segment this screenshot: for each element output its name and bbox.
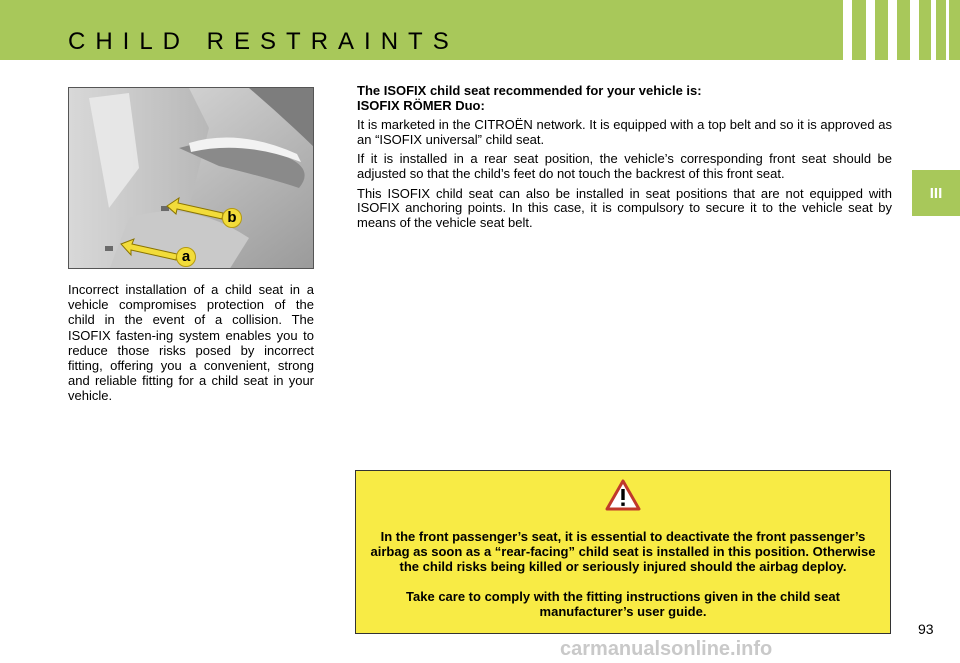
warning-box — [355, 470, 891, 634]
section-heading: The ISOFIX child seat recommended for your vehicle is: — [357, 83, 702, 98]
warning-triangle-icon — [605, 479, 641, 511]
paragraph: This ISOFIX child seat can also be installed in seat positions that are not equipped with ISOFIX anchoring points. In this case, it is compulsory to secure it to the vehicle seat by means of the vehicle seat belt. — [357, 185, 892, 230]
page-number: 93 — [918, 621, 934, 637]
section-subheading: ISOFIX RÖMER Duo: — [357, 97, 485, 113]
callout-label-b: b — [222, 208, 242, 228]
warning-text: In the front passenger’s seat, it is essential to deactivate the front passenger’s airbag as soon as a “rear-facing” child seat is installed in this position. Otherwise the child risks being killed or seriously injured should the airbag deploy. — [370, 529, 876, 574]
seat-illustration — [69, 88, 314, 269]
header-stripe — [910, 0, 919, 60]
header-stripe — [931, 0, 936, 60]
page-title: CHILD RESTRAINTS — [68, 28, 459, 55]
watermark: carmanualsonline.info — [560, 638, 773, 660]
intro-text: Incorrect installation of a child seat in a vehicle compromises protection of the child in the event of a collision. The ISOFIX fasten-ing system enables you to reduce those risks posed by incorrect fitting, offering you a convenient, strong and reliable fitting for a child seat in your vehicle. — [68, 282, 314, 404]
header-stripe — [946, 0, 949, 60]
paragraph: If it is installed in a rear seat position, the vehicle’s corresponding front seat should be adjusted so that the child’s feet do not touch the backrest of this front seat. — [357, 151, 892, 181]
callout-arrow-a — [119, 238, 179, 264]
header-stripe — [888, 0, 897, 60]
callout-label-a: a — [176, 247, 196, 267]
seat-photo — [68, 87, 314, 269]
header-bar — [0, 0, 960, 60]
header-stripe — [866, 0, 875, 60]
callout-arrow-b — [165, 196, 225, 222]
chapter-tab[interactable]: III — [912, 170, 960, 216]
isofix-info — [357, 84, 892, 235]
paragraph: It is marketed in the CITROËN network. It is equipped with a top belt and so it is approved as an “ISOFIX universal” child seat. — [357, 117, 892, 147]
warning-text: Take care to comply with the fitting instructions given in the child seat manufacturer’s user guide. — [406, 589, 840, 619]
header-stripe — [843, 0, 852, 60]
